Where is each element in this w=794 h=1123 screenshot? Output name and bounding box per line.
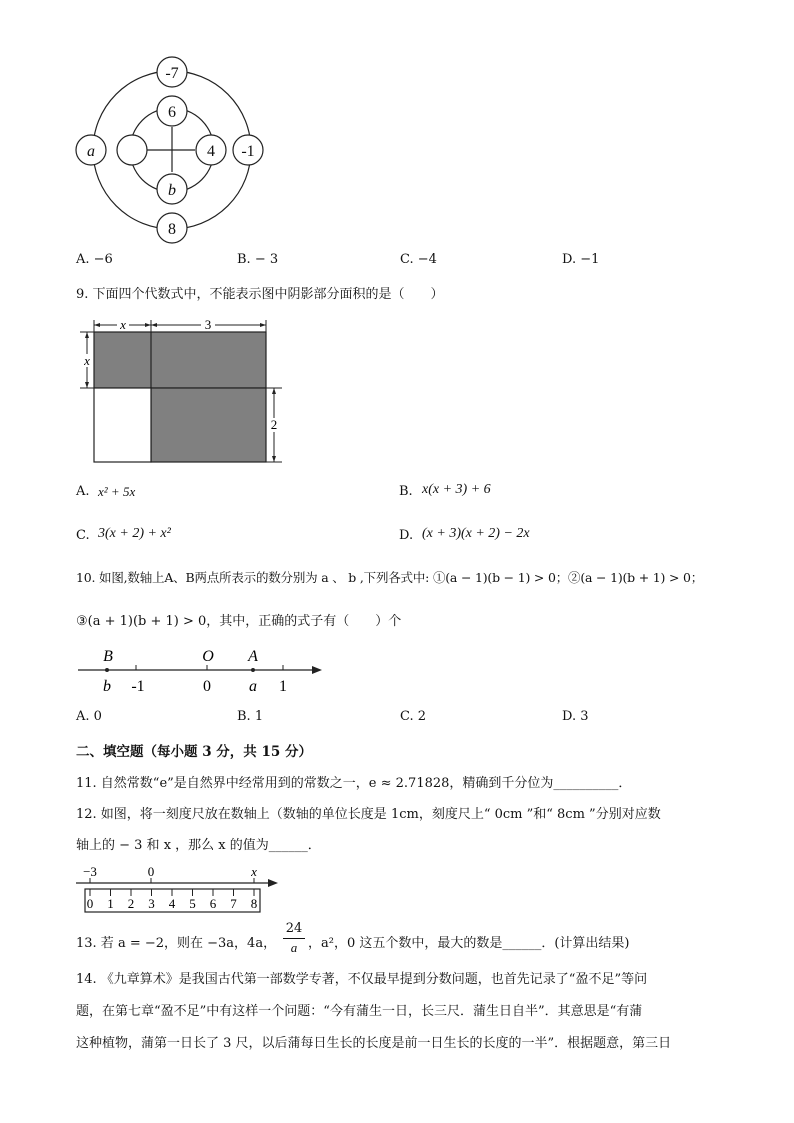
- q9-option-b-expr: x(x + 3) + 6: [422, 482, 491, 497]
- dim-label-right-2: 2: [270, 417, 278, 432]
- node-inner-right-label: 4: [207, 143, 215, 160]
- q10-stem-line1: 10. 如图,数轴上A、B两点所表示的数分别为 a 、 b ,下列各式中: ①(a − 1)(b − 1) > 0；②(a − 1)(b + 1) > 0；: [76, 570, 704, 585]
- q12-line1: 12. 如图，将一刻度尺放在数轴上（数轴的单位长度是 1cm，刻度尺上“ 0cm ”和“ 8cm ”分别对应数: [76, 807, 661, 822]
- q10-option-c: C. 2: [400, 709, 427, 724]
- q9-option-c-expr: 3(x + 2) + x²: [98, 526, 171, 541]
- q10-option-d: D. 3: [562, 709, 589, 724]
- node-top-label: -7: [165, 65, 179, 82]
- node-inner-bottom-label: b: [168, 182, 176, 199]
- q9-option-a-label: A.: [76, 484, 90, 499]
- label-b: b: [103, 678, 111, 695]
- axis-arrow: [312, 666, 322, 674]
- node-right-label: -1: [241, 143, 255, 160]
- ruler-number: 7: [230, 896, 237, 911]
- node-inner-top-label: 6: [168, 104, 176, 121]
- ruler-number: 4: [168, 896, 176, 911]
- q13-fraction: [283, 920, 305, 957]
- ruler-number: 6: [209, 896, 217, 911]
- q14-line2: 题，在第七章“盈不足”中有这样一个问题：“今有蒲生一日，长三尺．蒲生日自半”．其意思是“有蒲: [76, 1004, 643, 1019]
- q10-number-line: [76, 644, 326, 700]
- label-A: A: [248, 648, 258, 665]
- label-B: B: [103, 648, 113, 665]
- ruler-number: 3: [148, 896, 155, 911]
- label-a: a: [249, 678, 257, 695]
- q13-post: ，a²，0 这五个数中，最大的数是______．(计算出结果): [308, 936, 630, 951]
- dim-label-top-3: 3: [204, 317, 212, 332]
- q13-denominator: a: [290, 940, 298, 955]
- ruler-number: 1: [107, 896, 114, 911]
- point-A: [251, 668, 255, 672]
- q14-line3: 这种植物，蒲第一日长了 3 尺，以后蒲每日生长的长度是前一日生长的长度的一半”．根据题意，第三日: [76, 1036, 672, 1051]
- node-bottom-label: 8: [168, 221, 176, 238]
- q10-option-b: B. 1: [237, 709, 264, 724]
- q9-option-d-expr: (x + 3)(x + 2) − 2x: [422, 526, 530, 541]
- q12-line2: 轴上的 − 3 和 x ，那么 x 的值为______．: [76, 838, 321, 853]
- label-minus1: -1: [131, 678, 145, 695]
- label-zero: 0: [203, 678, 211, 695]
- label-one: 1: [279, 678, 287, 695]
- axis-arrow: [268, 879, 278, 887]
- ruler-number: 0: [86, 896, 94, 911]
- dim-label-top-x: x: [120, 317, 126, 332]
- q9-option-d-label: D.: [399, 528, 414, 543]
- q13-numerator: 24: [283, 920, 305, 939]
- axis-label-x: x: [251, 864, 257, 879]
- white-square: [94, 388, 151, 462]
- q9-option-c-label: C.: [76, 528, 90, 543]
- q8-option-c: C. −4: [400, 252, 437, 267]
- q8-circle-figure: [70, 55, 270, 245]
- q13-pre: 13. 若 a = −2，则在 −3a，4a，: [76, 936, 277, 951]
- label-O: O: [202, 648, 214, 665]
- node-inner-left: [117, 135, 147, 165]
- dim-label-left-x: x: [84, 353, 90, 368]
- q9-area-figure: [76, 314, 286, 466]
- section-heading: 二、填空题（每小题 3 分，共 15 分）: [76, 744, 312, 760]
- axis-label-minus3: −3: [83, 864, 97, 879]
- q9-stem: 9. 下面四个代数式中，不能表示图中阴影部分面积的是（ ）: [76, 287, 444, 302]
- shaded-bottom-rect: [151, 388, 266, 462]
- ruler-number: 5: [189, 896, 196, 911]
- q9-option-a-expr: x² + 5x: [98, 484, 136, 499]
- shaded-top-rect: [94, 332, 266, 388]
- q11-text: 11. 自然常数“e”是自然界中经常用到的常数之一，e ≈ 2.71828，精确到千分位为__________．: [76, 776, 632, 791]
- q8-option-d: D. −1: [562, 252, 600, 267]
- q8-option-a: A. −6: [76, 252, 113, 267]
- q10-stem-line2: ③(a + 1)(b + 1) > 0，其中，正确的式子有（ ）个: [76, 614, 402, 629]
- q14-line1: 14. 《九章算术》是我国古代第一部数学专著，不仅最早提到分数问题，也首先记录了“盈不足”等问: [76, 972, 648, 987]
- ruler-number: 2: [127, 896, 135, 911]
- node-left-label: a: [87, 143, 95, 160]
- q12-ruler-figure: [76, 860, 286, 918]
- q8-option-b: B. − 3: [237, 252, 279, 267]
- ruler-number: 8: [250, 896, 258, 911]
- q9-option-b-label: B.: [399, 484, 413, 499]
- point-B: [105, 668, 109, 672]
- q10-option-a: A. 0: [76, 709, 102, 724]
- axis-label-zero: 0: [147, 864, 155, 879]
